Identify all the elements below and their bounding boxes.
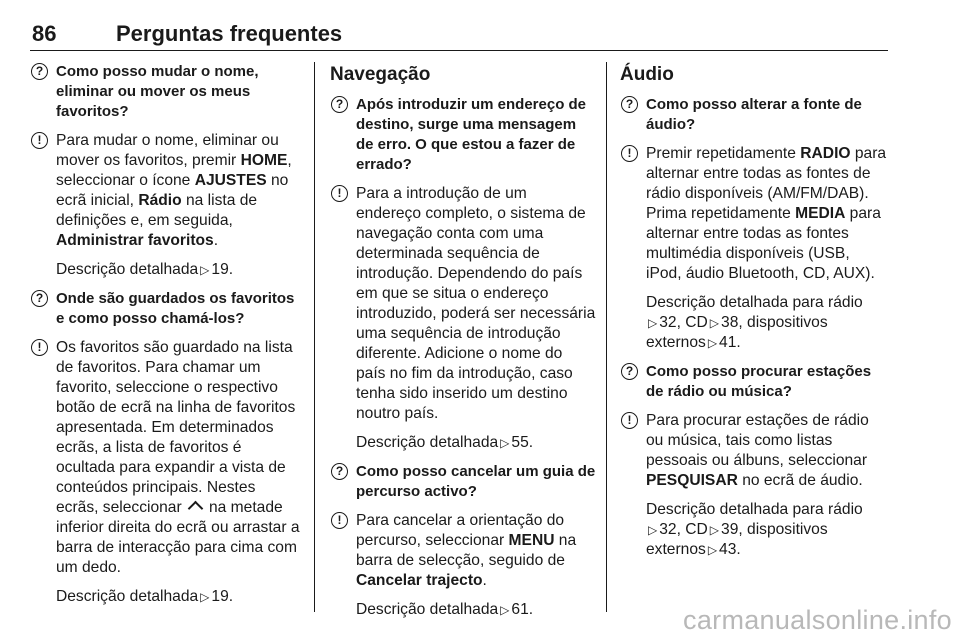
answer-text: Os favoritos são guardado na lista de favoritos. Para chamar um favorito, seleccione o respectivo botão de ecrã na linha de favoritos apresentada. Em determinados ecrãs, a lista de favoritos é ocultada para expandir a vista de conteúdos principais. Nestes ecrãs, seleccionar na metade inferior direita do ecrã ou arrastar a barra de interacção para cima com um dedo.	[56, 339, 300, 576]
answer-text: Para procurar estações de rádio ou música, tais como listas pessoais ou álbuns, seleccionar PESQUISAR no ecrã de áudio.	[646, 412, 869, 489]
detail-reference: Descrição detalhada para rádio ▷ 32, CD ▷ 39, dispositivos externos ▷ 43.	[646, 501, 863, 558]
answer-icon: !	[331, 185, 348, 202]
answer-text: Premir repetidamente RADIO para alternar entre todas as fontes de rádio disponíveis (AM/FM/DAB). Prima repetidamente MEDIA para alternar entre todas as fontes multimédia disponíveis (USB, iPod, áudio Bluetooth, CD, AUX).	[646, 145, 887, 282]
radio-keyword: RADIO	[800, 145, 851, 162]
question-block	[30, 62, 302, 122]
question-text: Como posso mudar o nome, eliminar ou mover os meus favoritos?	[56, 63, 259, 120]
question-block	[30, 289, 302, 329]
question-icon: ?	[331, 463, 348, 480]
section-title: Navegação	[330, 64, 431, 85]
home-keyword: HOME	[240, 152, 288, 169]
question-block	[620, 362, 888, 402]
page-arrow-icon: ▷	[200, 263, 210, 277]
page-header	[30, 0, 888, 51]
question-icon: ?	[31, 290, 48, 307]
page-arrow-icon: ▷	[707, 336, 718, 350]
page-title: Perguntas frequentes	[116, 21, 343, 46]
question-icon: ?	[31, 63, 48, 80]
search-keyword: PESQUISAR	[646, 472, 738, 489]
detail-reference: Descrição detalhada para rádio ▷ 32, CD ▷ 38, dispositivos externos ▷ 41.	[646, 294, 863, 351]
column-audio	[620, 62, 888, 569]
answer-block	[330, 184, 596, 424]
answer-block	[620, 411, 888, 491]
page-arrow-icon: ▷	[200, 590, 210, 604]
question-block	[330, 95, 596, 175]
question-text: Como posso cancelar um guia de percurso activo?	[356, 463, 596, 500]
question-icon: ?	[621, 363, 638, 380]
answer-icon: !	[621, 145, 638, 162]
menu-keyword: MENU	[508, 532, 555, 549]
admin-keyword: Administrar favoritos	[56, 232, 214, 249]
detail-reference: Descrição detalhada ▷ 19.	[56, 588, 234, 605]
answer-text: Para cancelar a orientação do percurso, seleccionar MENU na barra de selecção, seguido de Cancelar trajecto.	[356, 512, 577, 589]
question-text: Após introduzir um endereço de destino, surge uma mensagem de erro. O que estou a fazer de errado?	[356, 96, 587, 173]
column-navegacao	[330, 62, 596, 629]
answer-icon: !	[621, 412, 638, 429]
question-text: Como posso procurar estações de rádio ou música?	[646, 363, 872, 400]
watermark: carmanualsonline.info	[683, 605, 952, 635]
question-icon: ?	[331, 96, 348, 113]
answer-icon: !	[331, 512, 348, 529]
section-title: Áudio	[620, 64, 674, 85]
page-arrow-icon: ▷	[709, 523, 720, 537]
answer-block	[30, 131, 302, 251]
page-arrow-icon: ▷	[648, 523, 658, 537]
question-icon: ?	[621, 96, 638, 113]
answer-block	[620, 144, 888, 284]
question-text: Como posso alterar a fonte de áudio?	[646, 96, 862, 133]
detail-reference: Descrição detalhada ▷ 19.	[56, 261, 234, 278]
column-divider	[314, 62, 315, 612]
question-text: Onde são guardados os favoritos e como posso chamá-los?	[56, 290, 295, 327]
media-keyword: MEDIA	[795, 205, 846, 222]
question-block	[620, 95, 888, 135]
page-arrow-icon: ▷	[500, 436, 510, 450]
page-number: 86	[32, 21, 57, 46]
answer-icon: !	[31, 132, 48, 149]
answer-icon: !	[31, 339, 48, 356]
answer-block	[30, 338, 302, 578]
ajustes-keyword: AJUSTES	[194, 172, 267, 189]
detail-reference: Descrição detalhada ▷ 55.	[356, 434, 534, 451]
radio-keyword: Rádio	[138, 192, 182, 209]
page-arrow-icon: ▷	[648, 316, 658, 330]
answer-text: Para mudar o nome, eliminar ou mover os favoritos, premir HOME, seleccionar o ícone AJUSTES no ecrã inicial, Rádio na lista de definições e, em seguida, Administrar favoritos.	[56, 132, 292, 249]
page-arrow-icon: ▷	[707, 543, 718, 557]
page-arrow-icon: ▷	[709, 316, 720, 330]
answer-block	[330, 511, 596, 591]
page-arrow-icon: ▷	[500, 603, 510, 617]
cancel-keyword: Cancelar trajecto	[356, 572, 483, 589]
column-divider	[606, 62, 607, 612]
chevron-up-icon	[187, 501, 203, 517]
detail-reference: Descrição detalhada ▷ 61.	[356, 601, 534, 618]
question-block	[330, 462, 596, 502]
answer-text: Para a introdução de um endereço completo, o sistema de navegação conta com uma determinada sequência de introdução. Dependendo do país em que se situa o endereço introduzido, poderá ser necessária uma sequência de introdução diferente. Adicione o nome do país no fim da introdução, caso tenha sido inserido um destino noutro país.	[356, 185, 596, 422]
column-favoritos	[30, 62, 302, 616]
